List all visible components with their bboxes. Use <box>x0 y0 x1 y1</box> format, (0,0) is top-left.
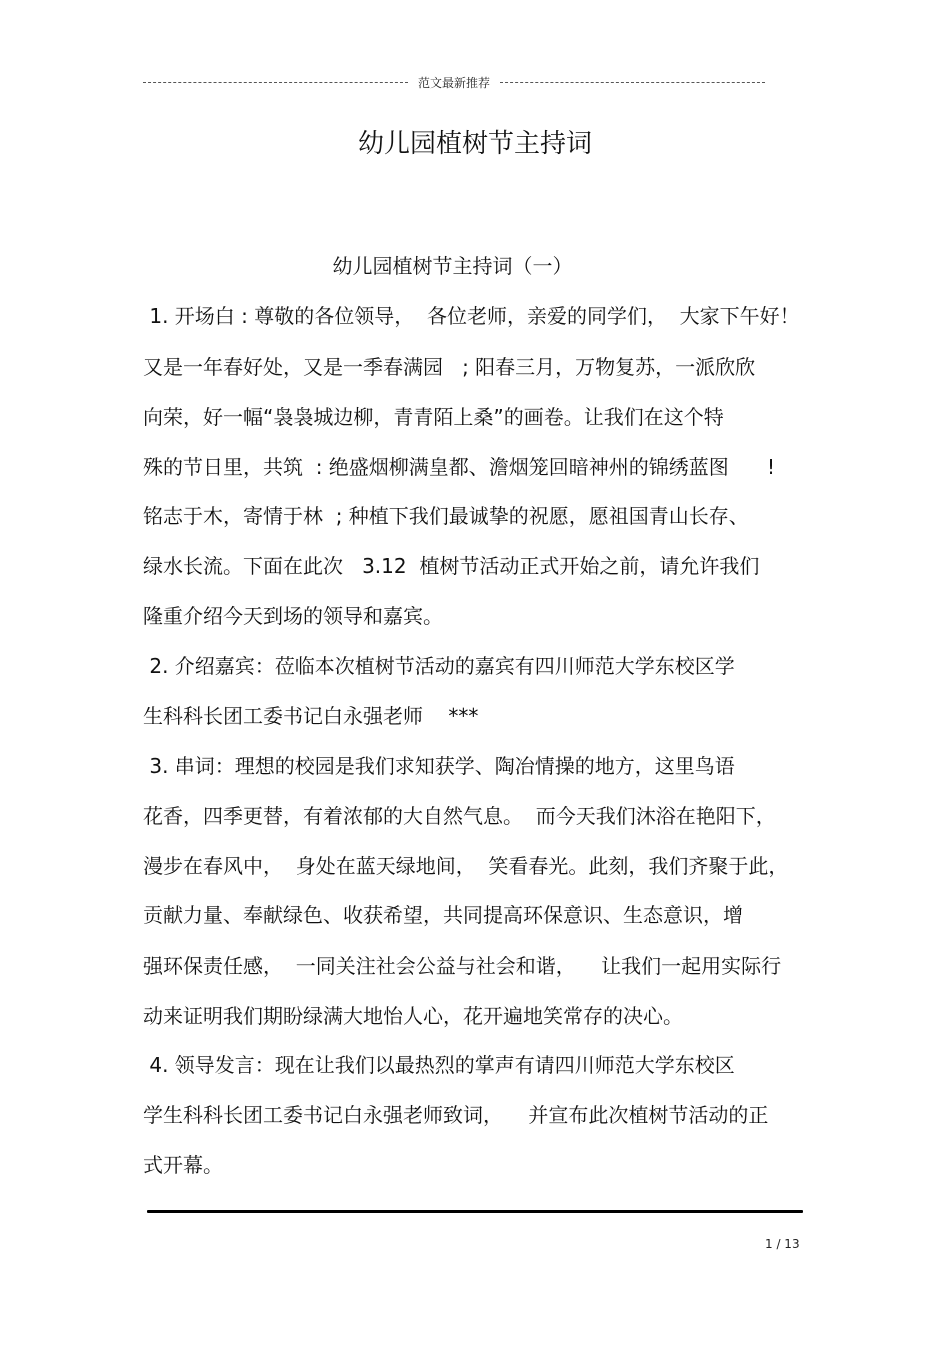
document-title: 幼儿园植树节主持词 <box>357 129 592 159</box>
header-label: 范文最新推荐 <box>418 75 491 90</box>
body-line: 绿水长流。下面在此次 3.12 植树节活动正式开始之前，请允许我们 <box>143 554 760 578</box>
body-line: 隆重介绍今天到场的领导和嘉宾。 <box>143 604 443 628</box>
header-dash-left <box>143 82 408 83</box>
body-line: 铭志于木，寄情于林 ; 种植下我们最诚挚的祝愿，愿祖国青山长存、 <box>143 504 749 528</box>
body-line: 4. 领导发言：现在让我们以最热烈的掌声有请四川师范大学东校区 <box>143 1053 735 1077</box>
body-line: 2. 介绍嘉宾：莅临本次植树节活动的嘉宾有四川师范大学东校区学 <box>143 654 735 678</box>
body-line: 动来证明我们期盼绿满大地怡人心，花开遍地笑常存的决心。 <box>143 1004 683 1028</box>
body-line: 1. 开场白 : 尊敬的各位领导， 各位老师，亲爱的同学们， 大家下午好！ <box>143 304 800 328</box>
page-number: 1 / 13 <box>765 1237 800 1251</box>
body-line: 漫步在春风中， 身处在蓝天绿地间， 笑看春光。此刻，我们齐聚于此， <box>143 854 789 878</box>
body-line: 生科科长团工委书记白永强老师 *** <box>143 704 479 728</box>
body-line: 向荣，好一幅“袅袅城边柳，青青陌上桑”的画卷。让我们在这个特 <box>143 405 724 429</box>
page-header <box>143 72 765 92</box>
body-line: 殊的节日里，共筑 : 绝盛烟柳满皇都、澹烟笼回暗神州的锦绣蓝图 ! <box>143 455 775 479</box>
footer-divider <box>147 1210 803 1213</box>
body-line: 又是一年春好处，又是一季春满园 ; 阳春三月，万物复苏，一派欣欣 <box>143 355 756 379</box>
body-line: 3. 串词：理想的校园是我们求知获学、陶冶情操的地方，这里鸟语 <box>143 754 735 778</box>
body-line: 花香，四季更替，有着浓郁的大自然气息。 而今天我们沐浴在艳阳下， <box>143 804 776 828</box>
body-line: 贡献力量、奉献绿色、收获希望，共同提高环保意识、生态意识，增 <box>143 903 743 927</box>
body-line: 式开幕。 <box>143 1153 223 1177</box>
body-line: 强环保责任感， 一同关注社会公益与社会和谐， 让我们一起用实际行 <box>143 954 782 978</box>
body-line: 学生科科长团工委书记白永强老师致词， 并宣布此次植树节活动的正 <box>143 1103 769 1127</box>
section-subtitle: 幼儿园植树节主持词（一） <box>332 254 573 278</box>
header-dash-right <box>500 82 765 83</box>
